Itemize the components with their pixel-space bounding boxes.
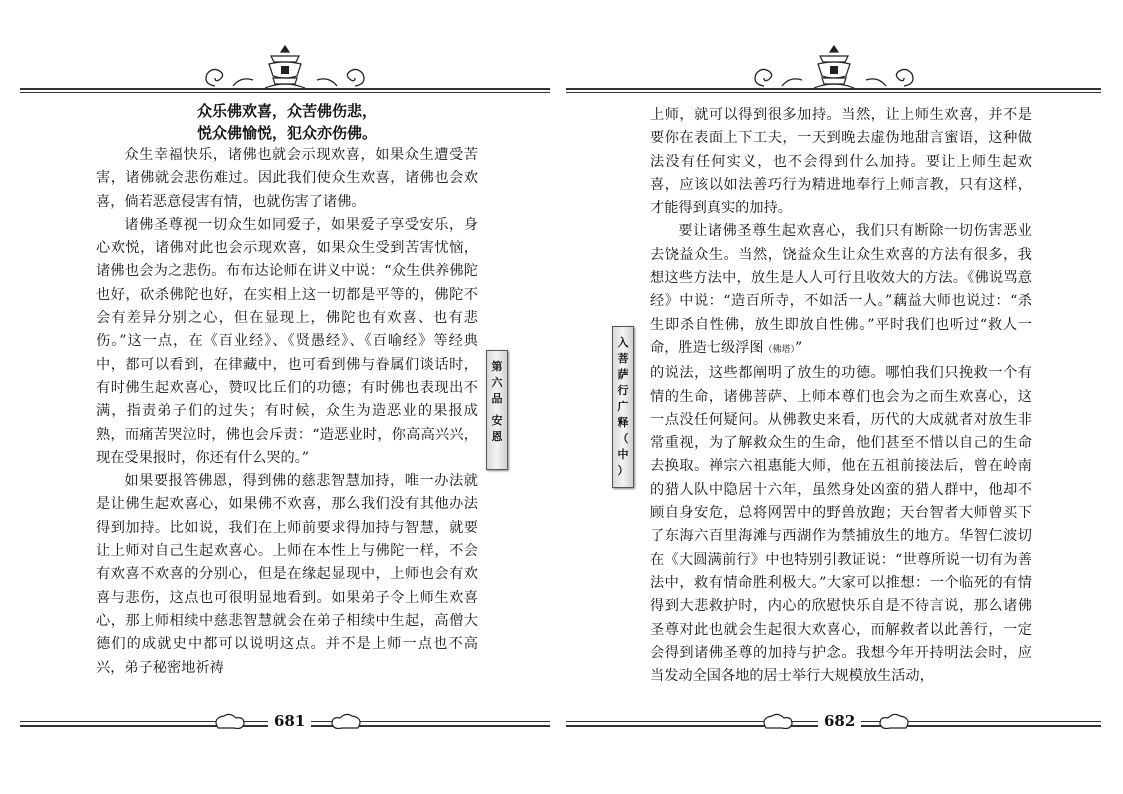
tab-char: 恩 — [491, 430, 503, 443]
left-paragraph-2: 诸佛圣尊视一切众生如同爱子，如果爱子享受安乐，身心欢悦，诸佛对此也会示现欢喜，如果众生受到苦害忧恼，诸佛也会为之悲伤。布布达论师在讲义中说：“众生供养佛陀也好，砍杀佛陀也好，在实相上这一切都是平等的，佛陀不会有差异分别之心，但在显现上，佛陀也有欢喜、也有悲伤。”这一点，在《百业经》、《贤愚经》、《百喻经》等经典中，都可以看到，在律藏中，也可看到佛与眷属们谈话时，有时佛生起欢喜心，赞叹比丘们的功德；有时佛也表现出不满，指责弟子们的过失；有时候，众生为造恶业的果报成熟，而痛苦哭泣时，佛也会斥责：“造恶业时，你高高兴兴，现在受果报时，你还有什么哭的。” — [96, 216, 478, 466]
tab-char: ） — [617, 464, 629, 477]
tab-char: 安 — [491, 414, 503, 427]
right-page-text — [650, 104, 1032, 688]
tab-char: 中 — [617, 448, 629, 461]
tab-char: 入 — [617, 336, 629, 349]
tab-char: 行 — [617, 384, 629, 397]
right-book-tab — [612, 326, 634, 488]
right-header-ornament-icon — [734, 42, 934, 94]
pagoda-note: （佛塔） — [763, 344, 796, 355]
tab-char: 释 — [617, 416, 629, 429]
right-paragraph-1: 上师，就可以得到很多加持。当然，让上师生欢喜，并不是要你在表面上下工夫，一天到晚去虚伪地甜言蜜语，这种做法没有任何实义，也不会得到什么加持。要让上师生起欢喜，应该以如法善巧行为精进地奉行上师言教，只有这样，才能得到真实的加持。 — [650, 107, 1032, 217]
left-header-ornament-icon — [185, 42, 385, 94]
tab-char: 六 — [491, 376, 503, 389]
tab-char: 菩 — [617, 352, 629, 365]
right-paragraph-2-text: 要让诸佛圣尊生起欢喜心，我们只有断除一切伤害恶业去饶益众生。当然，饶益众生让众生欢喜的方法有很多，我想这些方法中，放生是人人可行且收效大的方法。《佛说骂意经》中说：“造百所寺，不如活一人。”藕益大师也说过：“杀生即杀自性佛，放生即放自性佛。”平时我们也听过“救人一命，胜造七级浮图 — [650, 223, 1032, 356]
left-heading-line-1: 众乐佛欢喜，众苦佛伤悲， — [196, 102, 377, 120]
left-page-number: 681 — [268, 712, 311, 730]
tab-char: 萨 — [617, 368, 629, 381]
left-chapter-tab — [486, 350, 508, 470]
right-page-number: 682 — [818, 712, 861, 730]
left-page-text — [96, 100, 478, 680]
tab-char: 第 — [491, 360, 503, 373]
left-heading-line-2: 悦众佛愉悦，犯众亦伤佛。 — [196, 124, 377, 142]
right-paragraph-2 — [650, 220, 1032, 362]
tab-char: （ — [617, 432, 629, 445]
tab-char: 广 — [617, 400, 629, 413]
left-paragraph-3: 如果要报答佛恩，得到佛的慈悲智慧加持，唯一办法就是让佛生起欢喜心，如果佛不欢喜，那么我们没有其他办法得到加持。比如说，我们在上师前要求得加持与智慧，就要让上师对自己生起欢喜心。上师在本性上与佛陀一样，不会有欢喜不欢喜的分别心，但是在缘起显现中，上师也会有欢喜与悲伤，这点也可很明显地看到。如果弟子令上师生欢喜心，那上师相续中慈悲智慧就会在弟子相续中生起，高僧大德们的成就史中都可以说明这点。并不是上师一点也不高兴，弟子秘密地祈祷 — [96, 473, 478, 676]
close-quote: ” — [795, 339, 803, 356]
left-paragraph-1: 众生幸福快乐，诸佛也就会示现欢喜，如果众生遭受苦害，诸佛就会悲伤难过。因此我们使众生欢喜，诸佛也会欢喜，倘若恶意侵害有情，也就伤害了诸佛。 — [96, 147, 478, 210]
tab-char: 品 — [491, 392, 503, 405]
right-paragraph-3: 的说法，这些都阐明了放生的功德。哪怕我们只挽救一个有情的生命，诸佛菩萨、上师本尊们也会为之而生欢喜心，这一点没任何疑问。从佛教史来看，历代的大成就者对放生非常重视，为了解救众生的生命，他们甚至不惜以自己的生命去换取。禅宗六祖惠能大师，他在五祖前接法后，曾在岭南的猎人队中隐居十六年，虽然身处凶蛮的猎人群中，他却不顾自身安危，总将网罟中的野兽放跑；天台智者大师曾买下了东海六百里海滩与西湖作为禁捕放生的地方。华智仁波切在《大圆满前行》中也特别引教证说：“世尊所说一切有为善法中，救有情命胜利极大。”大家可以推想：一个临死的有情得到大悲救护时，内心的欣慰快乐自是不待言说，那么诸佛圣尊对此也就会生起很大欢喜心，而解救者以此善行，一定会得到诸佛圣尊的加持与护念。我想今年开持明法会时，应当发动全国各地的居士举行大规模放生活动， — [650, 365, 1032, 685]
